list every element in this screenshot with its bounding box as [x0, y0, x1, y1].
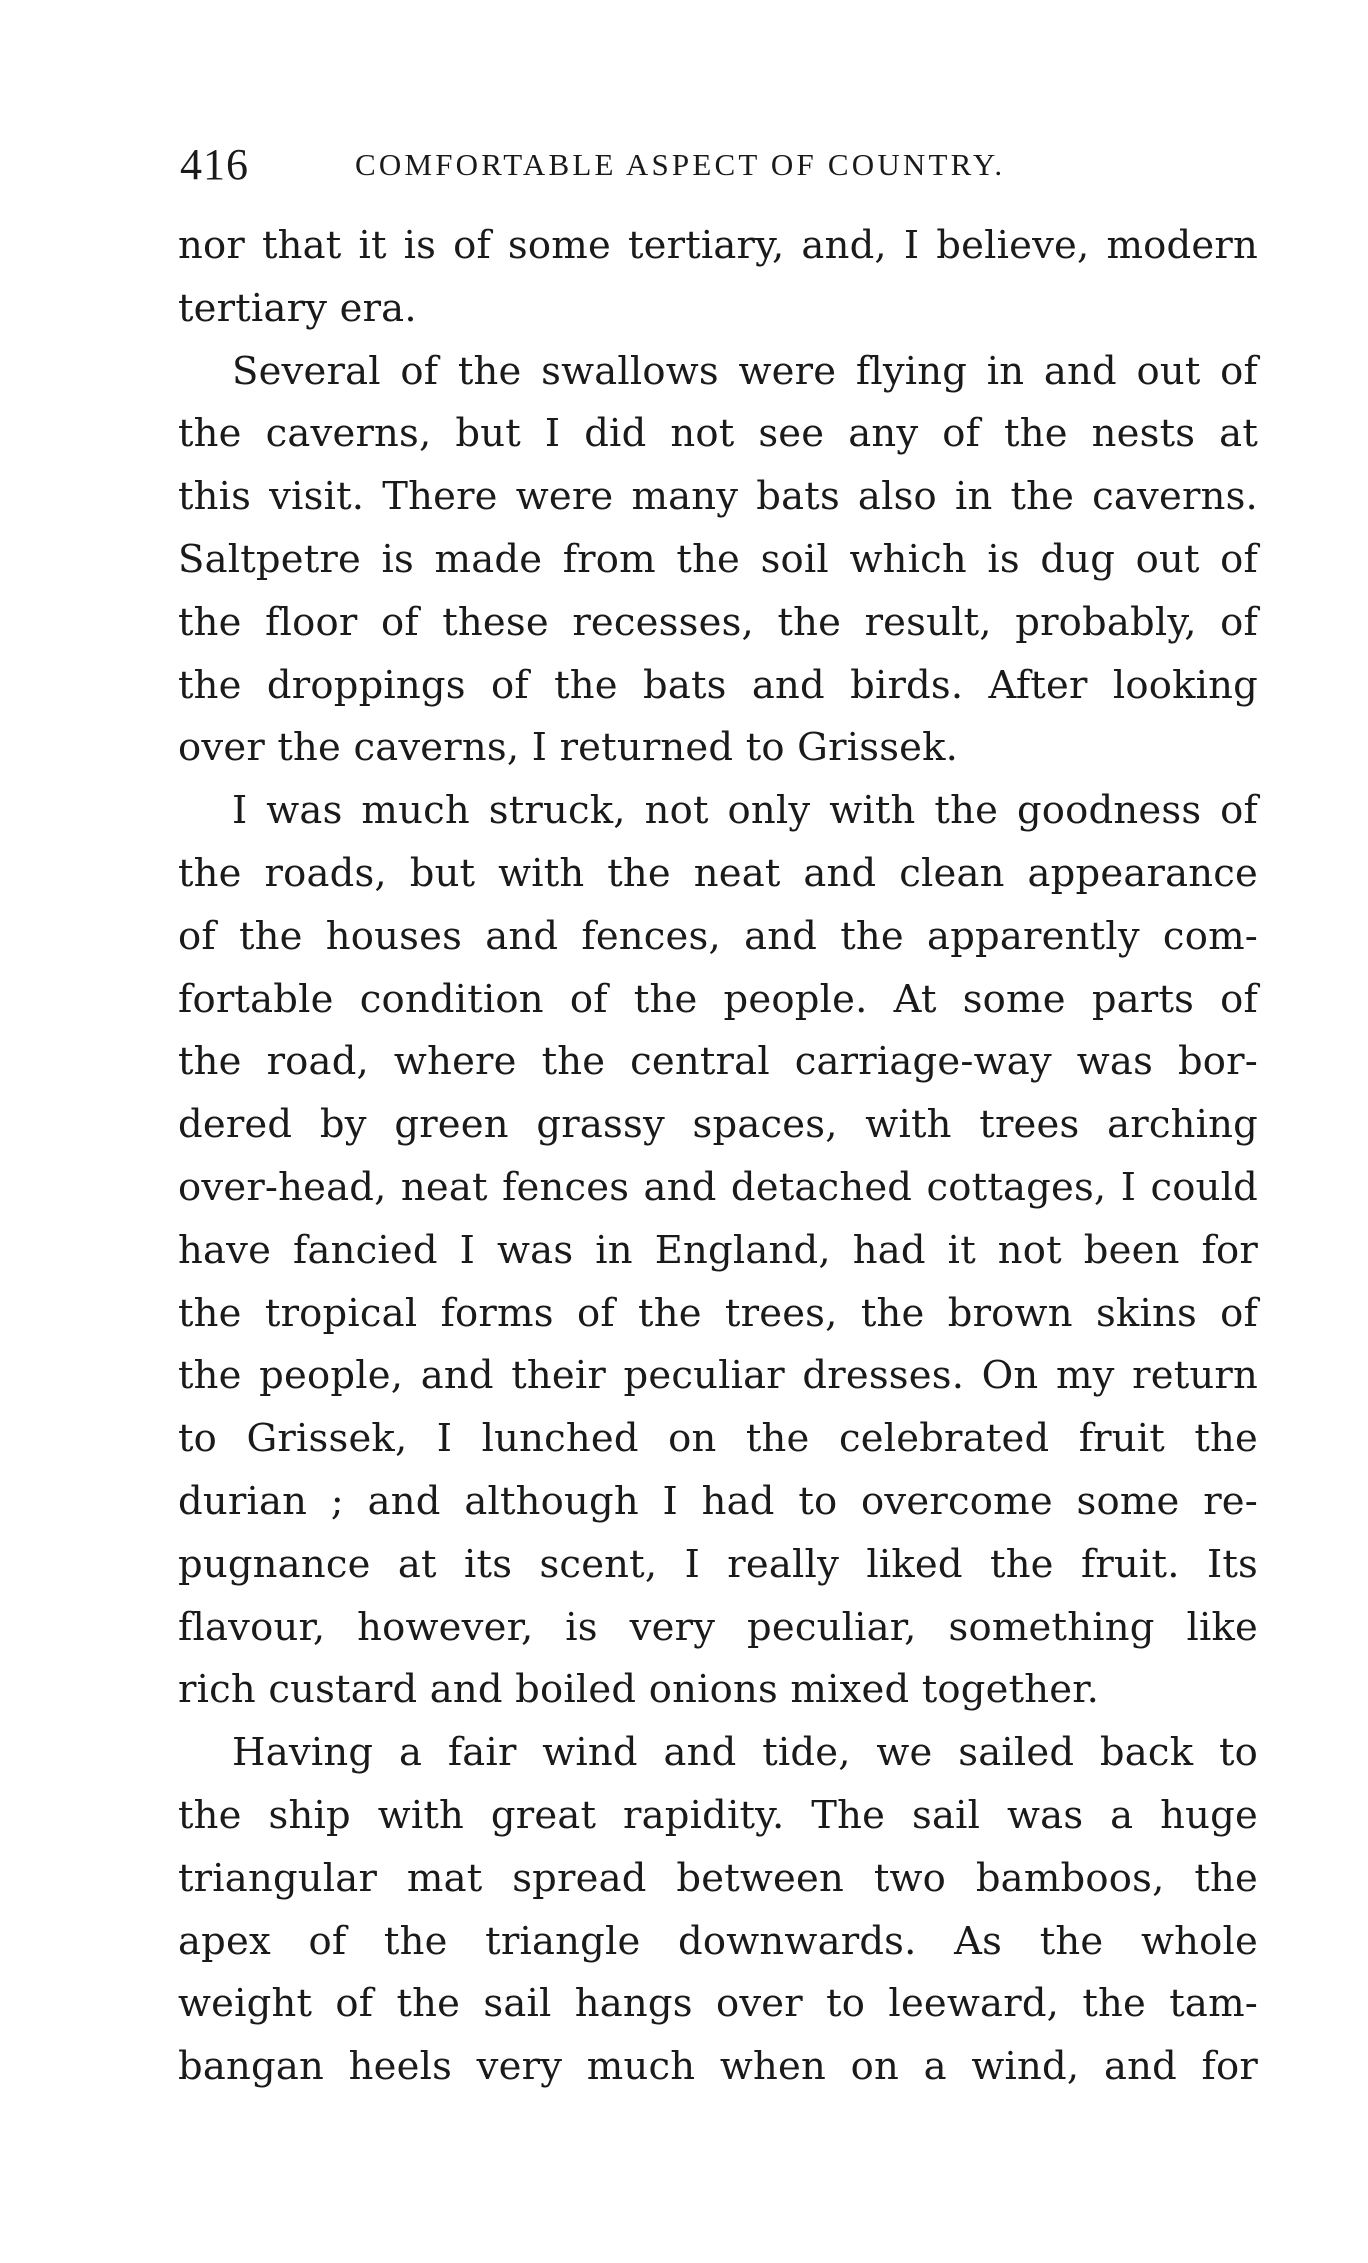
text-line: over-head, neat fences and detached cottages, I could	[178, 1164, 1258, 1210]
text-line: tertiary era.	[178, 285, 417, 331]
text-line: weight of the sail hangs over to leeward, the tam-	[178, 1981, 1258, 2027]
text-line: over the caverns, I returned to Grissek.	[178, 725, 959, 771]
running-head	[180, 135, 1260, 195]
text-line: the floor of these recesses, the result, probably, of	[178, 599, 1258, 645]
running-head-title: COMFORTABLE ASPECT OF COUNTRY.	[355, 147, 1006, 182]
text-line: to Grissek, I lunched on the celebrated fruit the	[178, 1416, 1258, 1462]
text-line: the droppings of the bats and birds. After looking	[178, 662, 1258, 708]
text-line: Several of the swallows were flying in and out of	[232, 348, 1258, 394]
text-line: nor that it is of some tertiary, and, I believe, modern	[178, 223, 1258, 268]
text-line: this visit. There were many bats also in the caverns.	[178, 474, 1258, 520]
text-line: fortable condition of the people. At some parts of	[178, 976, 1258, 1022]
text-line: I was much struck, not only with the goodness of	[232, 788, 1258, 834]
text-line: the road, where the central carriage-way was bor-	[178, 1039, 1258, 1085]
text-line: bangan heels very much when on a wind, and for	[178, 2044, 1258, 2090]
text-line: pugnance at its scent, I really liked the fruit. Its	[178, 1541, 1258, 1587]
text-line: the ship with great rapidity. The sail was a huge	[178, 1792, 1258, 1838]
text-line: triangular mat spread between two bamboos, the	[178, 1855, 1258, 1901]
text-line: apex of the triangle downwards. As the whole	[178, 1918, 1258, 1964]
text-line: of the houses and fences, and the apparently com-	[178, 913, 1258, 959]
body-text	[178, 215, 1258, 2099]
text-line: dered by green grassy spaces, with trees arching	[178, 1102, 1258, 1148]
text-line: the tropical forms of the trees, the brown skins of	[178, 1290, 1258, 1336]
text-line: the roads, but with the neat and clean appearance	[178, 850, 1258, 896]
text-line: flavour, however, is very peculiar, something like	[178, 1604, 1258, 1650]
text-line: have fancied I was in England, had it not been for	[178, 1227, 1258, 1273]
page-number: 416	[180, 140, 249, 189]
text-line: durian ; and although I had to overcome some re-	[178, 1478, 1258, 1524]
text-line: Having a fair wind and tide, we sailed back to	[232, 1730, 1258, 1776]
text-line: the people, and their peculiar dresses. On my return	[178, 1353, 1258, 1399]
text-line: rich custard and boiled onions mixed together.	[178, 1667, 1100, 1713]
text-line: Saltpetre is made from the soil which is dug out of	[178, 536, 1258, 582]
text-line: the caverns, but I did not see any of the nests at	[178, 411, 1258, 457]
